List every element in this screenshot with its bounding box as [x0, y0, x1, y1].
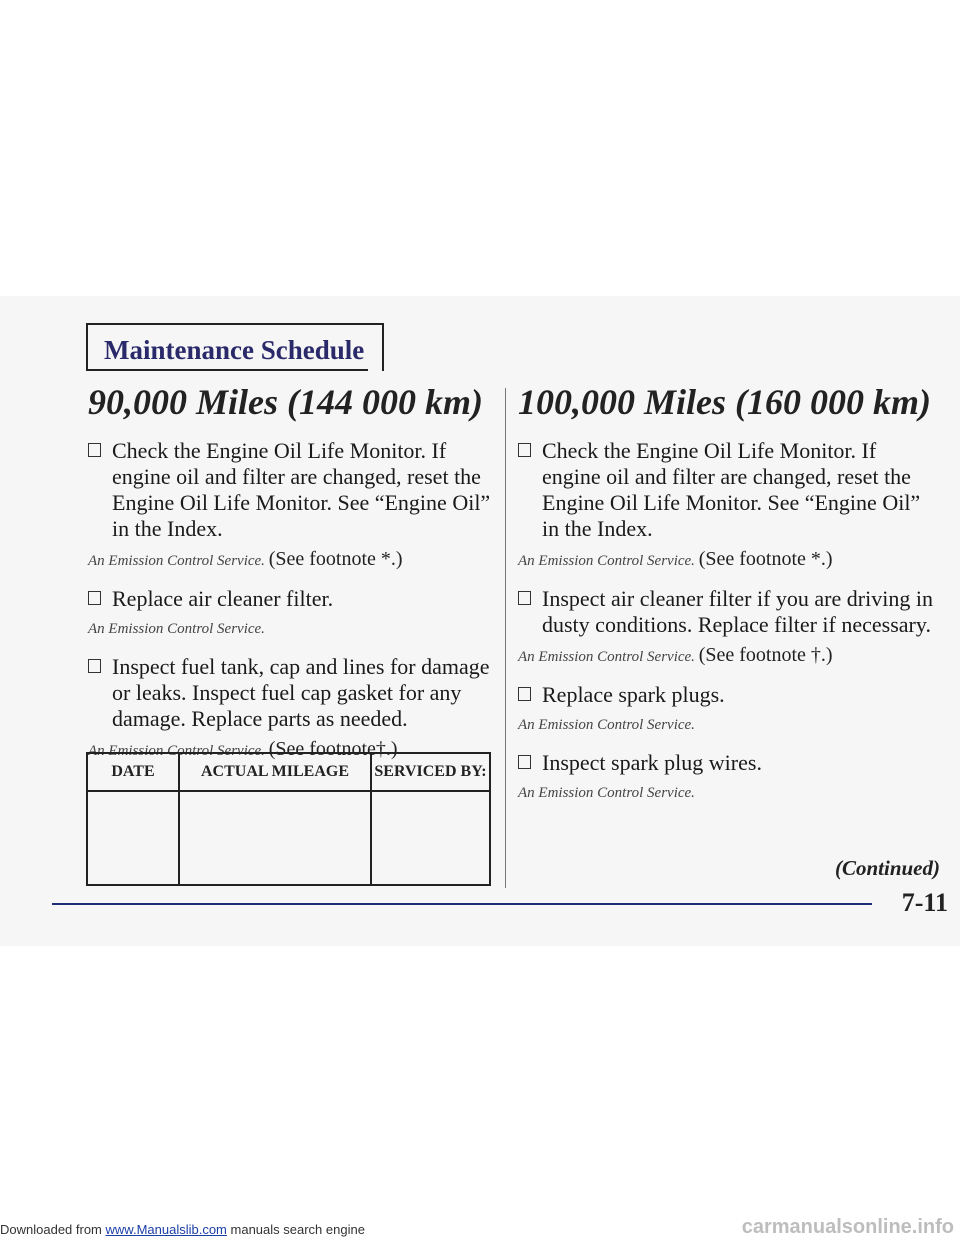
checklist-item-text: Replace air cleaner filter. [112, 586, 334, 611]
checklist-item-text: Inspect fuel tank, cap and lines for damage or leaks. Inspect fuel cap gasket for any damage. Replace parts as needed. [112, 654, 490, 731]
page-number: 7-11 [901, 888, 948, 917]
checkbox-icon[interactable] [88, 443, 101, 457]
checklist-item-row [518, 586, 938, 638]
column-divider [505, 388, 506, 888]
emission-note [518, 644, 938, 668]
checklist-item [518, 438, 938, 572]
emission-note [518, 714, 938, 736]
checklist-item [88, 654, 498, 762]
checkbox-icon[interactable] [518, 687, 531, 701]
emission-note [518, 548, 938, 572]
checklist-item-row [518, 750, 938, 776]
mileage-cell[interactable] [179, 791, 371, 885]
checklist-item-row [518, 438, 938, 542]
checklist-item-row [518, 682, 938, 708]
checklist-item-text: Check the Engine Oil Life Monitor. If engine oil and filter are changed, reset the Engine Oil Life Monitor. See “Engine Oil” in the Index. [112, 438, 491, 541]
checklist-item-row [88, 654, 498, 732]
left-items [88, 438, 498, 762]
checkbox-icon[interactable] [518, 591, 531, 605]
header-serviced-by: SERVICED BY: [371, 753, 490, 791]
emission-note-text: An Emission Control Service. [518, 785, 695, 801]
emission-note [88, 548, 498, 572]
service-log-header-row [87, 753, 490, 791]
checklist-item [518, 586, 938, 668]
footer-prefix: Downloaded from [0, 1222, 102, 1237]
footnote-reference: (See footnote *.) [698, 548, 833, 570]
emission-note-text: An Emission Control Service. [88, 743, 265, 759]
emission-note-text: An Emission Control Service. [518, 649, 695, 665]
checklist-item-row [88, 438, 498, 542]
checklist-item-row [88, 586, 498, 612]
checklist-item [518, 682, 938, 736]
right-heading: 100,000 Miles (160 000 km) [518, 382, 931, 422]
emission-note [518, 782, 938, 804]
checkbox-icon[interactable] [518, 443, 531, 457]
service-log-entry-row [87, 791, 490, 885]
left-column [88, 380, 498, 776]
emission-note [88, 618, 498, 640]
manualslib-link[interactable]: www.Manualslib.com [105, 1222, 227, 1237]
footnote-reference: (See footnote *.) [268, 548, 403, 570]
section-tab-underline [86, 369, 368, 371]
left-heading: 90,000 Miles (144 000 km) [88, 382, 483, 422]
checklist-item-text: Inspect spark plug wires. [542, 750, 762, 775]
emission-note-text: An Emission Control Service. [518, 553, 695, 569]
checklist-item-text: Check the Engine Oil Life Monitor. If engine oil and filter are changed, reset the Engine Oil Life Monitor. See “Engine Oil” in the Index. [542, 438, 921, 541]
section-tab: Maintenance Schedule [86, 323, 384, 371]
checklist-item-text: Replace spark plugs. [542, 682, 725, 707]
checklist-item [88, 438, 498, 572]
header-date: DATE [87, 753, 179, 791]
header-actual-mileage: ACTUAL MILEAGE [179, 753, 371, 791]
checkbox-icon[interactable] [88, 659, 101, 673]
serviced-by-cell[interactable] [371, 791, 490, 885]
continued-label: (Continued) [834, 856, 940, 880]
service-log-table [86, 752, 491, 886]
download-footer [0, 1222, 365, 1237]
emission-note-text: An Emission Control Service. [518, 717, 695, 733]
checkbox-icon[interactable] [88, 591, 101, 605]
right-column [518, 380, 938, 818]
footer-rule [52, 903, 872, 905]
footnote-reference: (See footnote†.) [268, 738, 398, 760]
checklist-item [518, 750, 938, 804]
footer-suffix: manuals search engine [230, 1222, 365, 1237]
right-items [518, 438, 938, 804]
watermark: carmanualsonline.info [741, 1216, 954, 1238]
emission-note-text: An Emission Control Service. [88, 621, 265, 637]
checkbox-icon[interactable] [518, 755, 531, 769]
date-cell[interactable] [87, 791, 179, 885]
emission-note-text: An Emission Control Service. [88, 553, 265, 569]
checklist-item [88, 586, 498, 640]
checklist-item-text: Inspect air cleaner filter if you are driving in dusty conditions. Replace filter if necessary. [542, 586, 933, 637]
footnote-reference: (See footnote †.) [698, 644, 833, 666]
